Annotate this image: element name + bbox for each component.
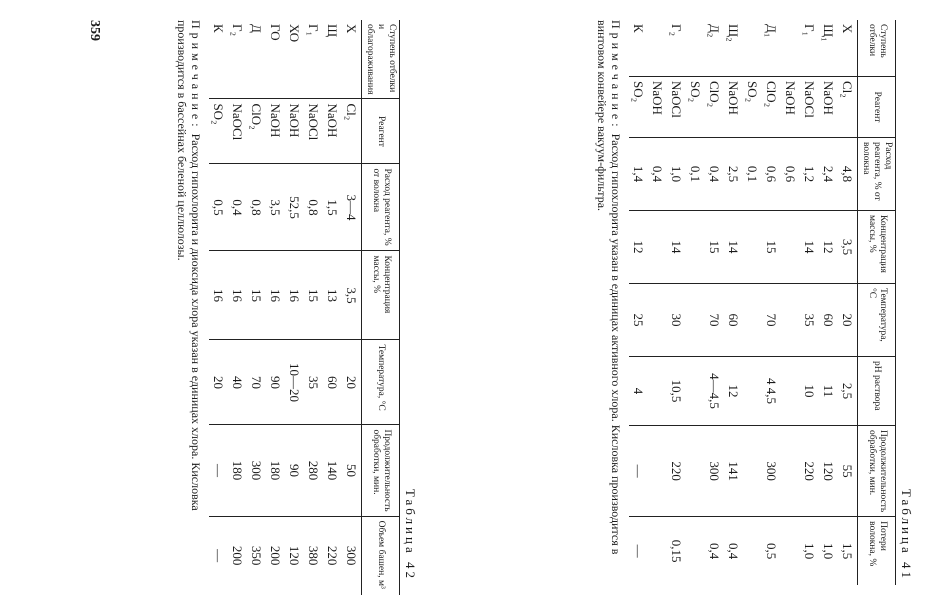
cell-consumption: 0,6 <box>781 138 800 211</box>
cell-reagent: NaOCl <box>304 99 323 164</box>
cell-consumption: 0,8 <box>247 164 266 251</box>
cell-stage: Г₁ <box>306 24 322 37</box>
cell-fiber-loss <box>648 517 667 586</box>
cell-ph <box>648 357 667 426</box>
cell-ph: 12 <box>724 357 743 426</box>
cell-temperature: 20 <box>342 340 362 425</box>
cell-stage: Х <box>344 24 360 34</box>
cell-duration: — <box>629 426 648 517</box>
col-stage: Ступень отбелки <box>858 20 896 77</box>
cell-reagent: ClO₂ <box>247 99 266 164</box>
cell-concentration: 15 <box>304 251 323 340</box>
table-header-row <box>858 20 896 585</box>
cell-reagent: NaOCl <box>228 99 247 164</box>
table-row <box>247 20 266 595</box>
cell-fiber-loss: 1,5 <box>838 517 858 586</box>
cell-temperature: 35 <box>800 284 819 357</box>
cell-duration <box>781 426 800 517</box>
cell-reagent: Cl₂ <box>838 77 858 138</box>
cell-temperature <box>686 284 705 357</box>
cell-reagent: ClO₂ <box>762 77 781 138</box>
cell-fiber-loss: 0,15 <box>667 517 686 586</box>
cell-duration <box>648 426 667 517</box>
table-row <box>228 20 247 595</box>
col-reagent: Реагент <box>362 99 400 164</box>
table-row <box>686 20 705 585</box>
cell-concentration <box>781 211 800 284</box>
cell-duration: 220 <box>800 426 819 517</box>
cell-reagent: NaOH <box>648 77 667 138</box>
cell-concentration: 3,5 <box>342 251 362 340</box>
cell-duration: 180 <box>228 425 247 516</box>
cell-ph: 2,5 <box>838 357 858 426</box>
cell-consumption: 1,2 <box>800 138 819 211</box>
cell-temperature: 90 <box>266 340 285 425</box>
table-row <box>323 20 342 595</box>
table-row <box>266 20 285 595</box>
col-tower-volume: Объем башен, м³ <box>362 516 400 595</box>
table-row <box>743 20 762 585</box>
table-row <box>838 20 858 585</box>
cell-stage: Х <box>840 24 856 34</box>
table-42-block <box>87 0 420 601</box>
table-row <box>648 20 667 585</box>
table-row <box>629 20 648 585</box>
table-41-block <box>476 0 916 601</box>
cell-fiber-loss: 0,4 <box>724 517 743 586</box>
cell-reagent: NaOH <box>724 77 743 138</box>
table-42 <box>209 20 400 595</box>
col-duration: Продолжительность обработки, мин. <box>362 425 400 516</box>
cell-temperature: 35 <box>304 340 323 425</box>
cell-consumption: 1,5 <box>323 164 342 251</box>
cell-consumption: 0,4 <box>705 138 724 211</box>
cell-stage: Г₂ <box>230 24 246 37</box>
cell-tower-volume: 200 <box>228 516 247 595</box>
cell-tower-volume: — <box>209 516 228 595</box>
table-row <box>304 20 323 595</box>
cell-concentration: 15 <box>247 251 266 340</box>
cell-concentration: 12 <box>819 211 838 284</box>
cell-duration: 141 <box>724 426 743 517</box>
cell-duration: 300 <box>705 426 724 517</box>
cell-stage: Щ₁ <box>821 24 837 42</box>
cell-stage: Д₁ <box>764 24 780 38</box>
cell-stage: К <box>211 24 227 33</box>
cell-concentration <box>648 211 667 284</box>
col-temperature: Температура, °С <box>858 284 896 357</box>
table-note <box>595 20 623 580</box>
cell-reagent: SO₂ <box>743 77 762 138</box>
cell-reagent: ClO₂ <box>705 77 724 138</box>
cell-fiber-loss <box>686 517 705 586</box>
note-label: Примечание: <box>609 20 624 131</box>
cell-fiber-loss: 1,0 <box>819 517 838 586</box>
cell-consumption: 0,4 <box>648 138 667 211</box>
cell-fiber-loss: 1,0 <box>800 517 819 586</box>
cell-tower-volume: 220 <box>323 516 342 595</box>
note-text: Расход гипохлорита указан в единицах активного хлора. Кисловка производится в винтовом конвейере вакуум-фильтра. <box>595 20 624 555</box>
cell-consumption: 52,5 <box>285 164 304 251</box>
cell-consumption: 0,1 <box>686 138 705 211</box>
cell-temperature: 20 <box>838 284 858 357</box>
col-reagent: Реагент <box>858 77 896 138</box>
cell-fiber-loss: 0,4 <box>705 517 724 586</box>
page-number: 359 <box>87 20 102 41</box>
cell-fiber-loss: 0,5 <box>762 517 781 586</box>
cell-stage <box>686 20 705 77</box>
cell-duration: 90 <box>285 425 304 516</box>
cell-reagent: SO₂ <box>629 77 648 138</box>
cell-reagent: NaOCl <box>800 77 819 138</box>
cell-concentration: 14 <box>800 211 819 284</box>
cell-reagent: SO₂ <box>686 77 705 138</box>
table-row <box>724 20 743 585</box>
cell-fiber-loss <box>743 517 762 586</box>
cell-duration: 220 <box>667 426 686 517</box>
cell-concentration: 14 <box>667 211 686 284</box>
cell-tower-volume: 300 <box>342 516 362 595</box>
table-row <box>781 20 800 585</box>
cell-consumption: 2,4 <box>819 138 838 211</box>
col-ph: pH раствора <box>858 357 896 426</box>
table-row <box>800 20 819 585</box>
table-41 <box>629 20 896 585</box>
table-row <box>762 20 781 585</box>
cell-stage <box>648 20 667 77</box>
cell-temperature: 70 <box>762 284 781 357</box>
cell-ph: 10 <box>800 357 819 426</box>
col-temperature: Температура, °С <box>362 340 400 425</box>
cell-duration: 300 <box>247 425 266 516</box>
cell-duration: 55 <box>838 426 858 517</box>
table-row <box>342 20 362 595</box>
cell-concentration: 16 <box>285 251 304 340</box>
note-text: Расход гипохлорита и диоксида хлора указан в единицах хлора. Кисловка производится в бассейнах беленой целлюлозы. <box>175 20 204 511</box>
cell-duration: 120 <box>819 426 838 517</box>
cell-consumption: 3—4 <box>342 164 362 251</box>
cell-ph <box>686 357 705 426</box>
cell-consumption: 0,6 <box>762 138 781 211</box>
table-row <box>705 20 724 585</box>
cell-concentration: 16 <box>266 251 285 340</box>
cell-temperature: 10—20 <box>285 340 304 425</box>
table-row <box>209 20 228 595</box>
cell-consumption: 1,4 <box>629 138 648 211</box>
cell-stage <box>743 20 762 77</box>
table-row <box>285 20 304 595</box>
cell-stage: Щ <box>325 24 341 38</box>
cell-consumption: 0,4 <box>228 164 247 251</box>
cell-stage: К <box>631 24 647 33</box>
cell-tower-volume: 120 <box>285 516 304 595</box>
cell-duration <box>686 426 705 517</box>
cell-ph: 10,5 <box>667 357 686 426</box>
table-caption: Таблица 42 <box>403 488 418 581</box>
table-row <box>667 20 686 585</box>
cell-consumption: 0,8 <box>304 164 323 251</box>
cell-reagent: NaOH <box>781 77 800 138</box>
cell-reagent: NaOH <box>323 99 342 164</box>
cell-concentration: 15 <box>762 211 781 284</box>
cell-ph: 11 <box>819 357 838 426</box>
cell-ph <box>743 357 762 426</box>
cell-stage <box>781 20 800 77</box>
cell-temperature: 20 <box>209 340 228 425</box>
cell-concentration: 15 <box>705 211 724 284</box>
cell-reagent: NaOCl <box>667 77 686 138</box>
cell-consumption: 0,5 <box>209 164 228 251</box>
cell-consumption: 4,8 <box>838 138 858 211</box>
cell-reagent: NaOH <box>266 99 285 164</box>
table-header-row <box>362 20 400 595</box>
cell-concentration: 12 <box>629 211 648 284</box>
cell-duration <box>743 426 762 517</box>
cell-duration: 280 <box>304 425 323 516</box>
col-duration: Продолжительность обработки, мин. <box>858 426 896 517</box>
cell-tower-volume: 200 <box>266 516 285 595</box>
col-consumption: Расход реагента, % от волокна <box>362 164 400 251</box>
cell-duration: 50 <box>342 425 362 516</box>
cell-temperature: 40 <box>228 340 247 425</box>
cell-reagent: NaOH <box>819 77 838 138</box>
cell-concentration <box>743 211 762 284</box>
cell-temperature <box>781 284 800 357</box>
cell-temperature: 60 <box>724 284 743 357</box>
cell-tower-volume: 380 <box>304 516 323 595</box>
col-fiber-loss: Потери волокна, % <box>858 517 896 586</box>
cell-stage: ГО <box>268 24 284 41</box>
cell-temperature: 30 <box>667 284 686 357</box>
cell-ph <box>781 357 800 426</box>
cell-ph: 4 4,5 <box>762 357 781 426</box>
cell-temperature <box>743 284 762 357</box>
col-consumption: Расход реагента, % от волокна <box>858 138 896 211</box>
cell-concentration: 14 <box>724 211 743 284</box>
cell-reagent: Cl₂ <box>342 99 362 164</box>
cell-ph: 4—4,5 <box>705 357 724 426</box>
cell-temperature: 70 <box>705 284 724 357</box>
cell-temperature: 25 <box>629 284 648 357</box>
cell-consumption: 1,0 <box>667 138 686 211</box>
cell-stage: Д₂ <box>707 24 723 38</box>
cell-consumption: 0,1 <box>743 138 762 211</box>
cell-concentration: 3,5 <box>838 211 858 284</box>
cell-stage: ХО <box>287 24 303 43</box>
cell-temperature: 70 <box>247 340 266 425</box>
cell-stage: Г₁ <box>802 24 818 37</box>
cell-reagent: SO₂ <box>209 99 228 164</box>
cell-fiber-loss <box>781 517 800 586</box>
table-caption: Таблица 41 <box>899 488 914 581</box>
cell-stage: Г₂ <box>669 24 685 37</box>
cell-duration: 140 <box>323 425 342 516</box>
cell-temperature: 60 <box>323 340 342 425</box>
cell-temperature: 60 <box>819 284 838 357</box>
cell-reagent: NaOH <box>285 99 304 164</box>
cell-concentration: 16 <box>228 251 247 340</box>
col-stage: Ступень отбелки и облагораживания <box>362 20 400 99</box>
cell-duration: 180 <box>266 425 285 516</box>
cell-ph: 4 <box>629 357 648 426</box>
cell-concentration <box>686 211 705 284</box>
cell-stage: Щ₂ <box>726 24 742 42</box>
cell-stage: Д <box>249 24 265 33</box>
cell-duration: — <box>209 425 228 516</box>
col-concentration: Концентрация массы, % <box>362 251 400 340</box>
cell-tower-volume: 350 <box>247 516 266 595</box>
cell-fiber-loss: — <box>629 517 648 586</box>
cell-consumption: 3,5 <box>266 164 285 251</box>
cell-consumption: 2,5 <box>724 138 743 211</box>
col-concentration: Концентрация массы, % <box>858 211 896 284</box>
cell-temperature <box>648 284 667 357</box>
cell-concentration: 16 <box>209 251 228 340</box>
table-note <box>175 20 203 580</box>
cell-concentration: 13 <box>323 251 342 340</box>
table-row <box>819 20 838 585</box>
cell-duration: 300 <box>762 426 781 517</box>
note-label: Примечание: <box>189 20 204 131</box>
